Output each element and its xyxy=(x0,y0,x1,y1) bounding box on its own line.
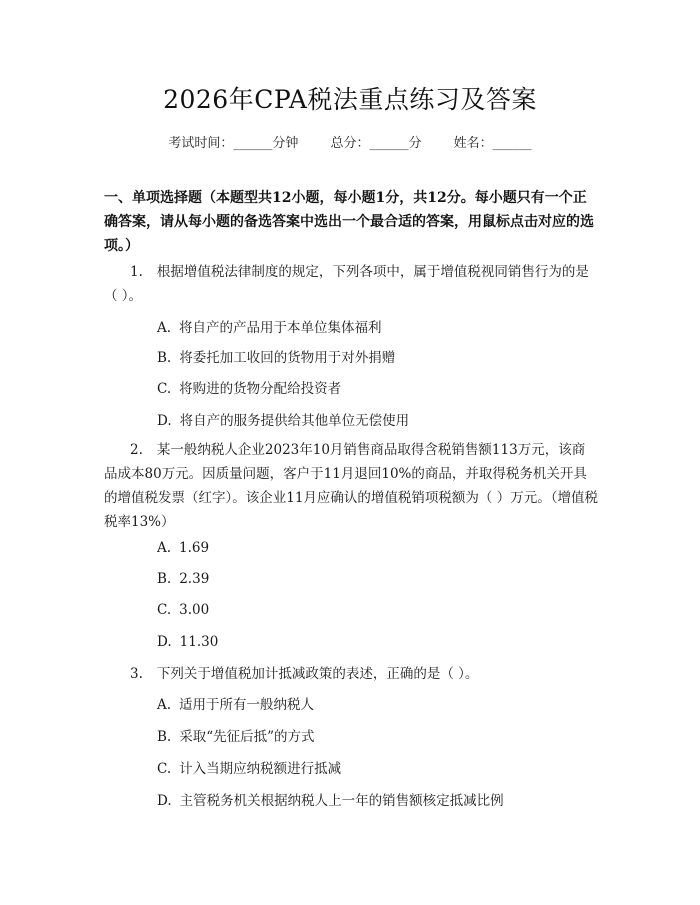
question-2-option-c[interactable] xyxy=(157,600,209,620)
exam-meta xyxy=(0,132,700,151)
question-3-option-c[interactable] xyxy=(157,759,341,779)
question-2-option-d[interactable] xyxy=(157,632,218,652)
option-text: 将自产的产品用于本单位集体福利 xyxy=(179,320,382,336)
option-text: 将委托加工收回的货物用于对外捐赠 xyxy=(179,350,396,366)
option-letter: C. xyxy=(157,602,172,618)
option-letter: A. xyxy=(157,320,172,336)
option-letter: D. xyxy=(157,634,172,650)
option-text: 适用于所有一般纳税人 xyxy=(179,697,315,713)
question-1-option-b[interactable] xyxy=(157,348,395,368)
option-text: 2.39 xyxy=(179,571,210,587)
question-1-option-a[interactable] xyxy=(157,318,382,338)
question-1-option-c[interactable] xyxy=(157,379,341,399)
question-2 xyxy=(104,438,598,534)
question-2-option-b[interactable] xyxy=(157,569,209,589)
question-text: 根据增值税法律制度的规定，下列各项中，属于增值税视同销售行为的是（ ）。 xyxy=(104,264,589,304)
option-letter: A. xyxy=(157,540,172,556)
option-text: 主管税务机关根据纳税人上一年的销售额核定抵减比例 xyxy=(179,793,504,809)
page-title: 2026年CPA税法重点练习及答案 xyxy=(163,85,537,114)
option-text: 1.69 xyxy=(179,540,210,556)
question-3-option-d[interactable] xyxy=(157,791,504,811)
option-text: 3.00 xyxy=(179,602,210,618)
question-3 xyxy=(104,662,598,686)
option-letter: C. xyxy=(157,761,172,777)
question-1 xyxy=(104,260,598,308)
question-2-option-a[interactable] xyxy=(157,538,209,558)
option-letter: B. xyxy=(157,350,172,366)
section-heading: 一、单项选择题（本题型共12小题，每小题1分，共12分。每小题只有一个正确答案，请从每小题的备选答案中选出一个最合适的答案，用鼠标点击对应的选项。） xyxy=(104,190,594,254)
question-1-option-d[interactable] xyxy=(157,411,409,431)
option-text: 计入当期应纳税额进行抵减 xyxy=(179,761,342,777)
option-letter: C. xyxy=(157,381,172,397)
option-letter: B. xyxy=(157,729,172,745)
option-text: 采取“先征后抵”的方式 xyxy=(179,729,315,745)
total-score: 总分：______分 xyxy=(330,136,422,151)
student-name: 姓名：______ xyxy=(453,136,532,151)
option-letter: A. xyxy=(157,697,172,713)
option-letter: D. xyxy=(157,793,172,809)
question-number: 1. xyxy=(130,264,143,280)
question-number: 3. xyxy=(130,666,143,682)
question-number: 2. xyxy=(130,442,143,458)
option-text: 11.30 xyxy=(179,634,219,650)
exam-time: 考试时间：______分钟 xyxy=(168,136,299,151)
option-text: 将自产的服务提供给其他单位无偿使用 xyxy=(179,413,410,429)
question-text: 某一般纳税人企业2023年10月销售商品取得含税销售额113万元，该商品成本80万元。因质量问题，客户于11月退回10%的商品，并取得税务机关开具的增值税发票（红字）。该企业11月应确认的增值税销项税额为（ ）万元。（增值税税率13%） xyxy=(104,442,598,530)
option-text: 将购进的货物分配给投资者 xyxy=(179,381,342,397)
option-letter: B. xyxy=(157,571,172,587)
question-text: 下列关于增值税加计抵减政策的表述，正确的是（ ）。 xyxy=(156,666,479,682)
question-3-option-a[interactable] xyxy=(157,695,314,715)
option-letter: D. xyxy=(157,413,172,429)
question-3-option-b[interactable] xyxy=(157,727,315,747)
